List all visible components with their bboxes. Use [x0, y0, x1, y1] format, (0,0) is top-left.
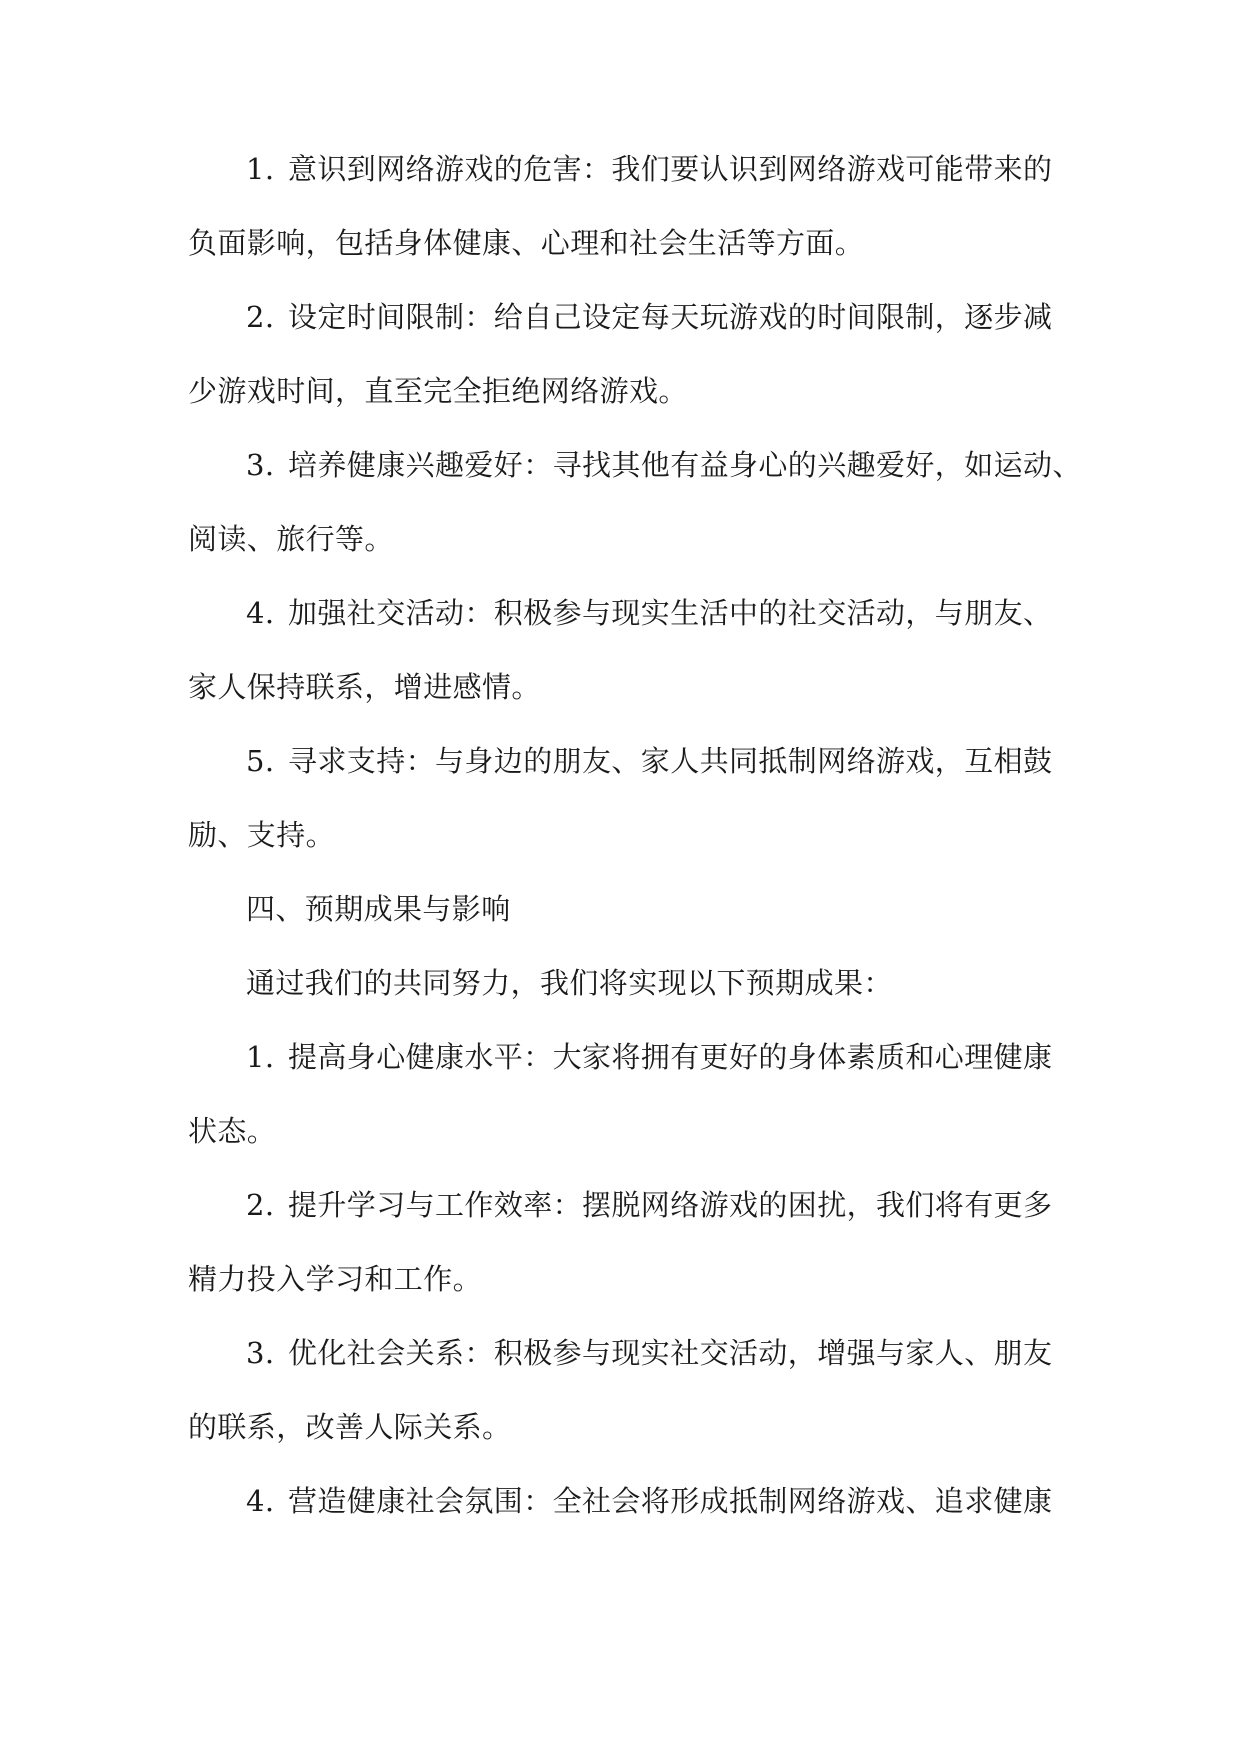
list-item-5-line-2 — [0, 810, 1241, 860]
line-text: 阅读、旅行等。 — [188, 522, 394, 556]
line-text: 提高身心健康水平：大家将拥有更好的身体素质和心理健康 — [288, 1040, 1053, 1074]
outcome-item-2-line-2 — [0, 1254, 1241, 1304]
outcome-item-2-line-1 — [0, 1180, 1241, 1230]
line-text: 的联系，改善人际关系。 — [188, 1410, 512, 1444]
item-number: 2. — [246, 300, 275, 334]
list-item-5-line-1 — [0, 736, 1241, 786]
line-text: 设定时间限制：给自己设定每天玩游戏的时间限制，逐步减 — [288, 300, 1053, 334]
line-text: 通过我们的共同努力，我们将实现以下预期成果： — [246, 966, 893, 1000]
line-text: 励、支持。 — [188, 818, 336, 852]
intro-paragraph — [0, 958, 1241, 1008]
outcome-item-1-line-1 — [0, 1032, 1241, 1082]
item-number: 1. — [246, 1040, 275, 1074]
line-text: 意识到网络游戏的危害：我们要认识到网络游戏可能带来的 — [288, 152, 1053, 186]
line-text: 家人保持联系，增进感情。 — [188, 670, 541, 704]
line-text: 优化社会关系：积极参与现实社交活动，增强与家人、朋友 — [288, 1336, 1053, 1370]
list-item-1-line-1 — [0, 144, 1241, 194]
line-text: 寻求支持：与身边的朋友、家人共同抵制网络游戏，互相鼓 — [288, 744, 1053, 778]
line-text: 状态。 — [188, 1114, 277, 1148]
item-number: 2. — [246, 1188, 275, 1222]
line-text: 精力投入学习和工作。 — [188, 1262, 483, 1296]
item-number: 4. — [246, 1484, 275, 1518]
item-number: 4. — [246, 596, 275, 630]
list-item-3-line-1 — [0, 440, 1241, 490]
outcome-item-3-line-1 — [0, 1328, 1241, 1378]
item-number: 3. — [246, 448, 275, 482]
list-item-3-line-2 — [0, 514, 1241, 564]
line-text: 加强社交活动：积极参与现实生活中的社交活动，与朋友、 — [288, 596, 1053, 630]
list-item-4-line-2 — [0, 662, 1241, 712]
outcome-item-4-line-1 — [0, 1476, 1241, 1526]
item-number: 1. — [246, 152, 275, 186]
heading-text: 四、预期成果与影响 — [246, 892, 511, 926]
section-heading — [0, 884, 1241, 934]
list-item-1-line-2 — [0, 218, 1241, 268]
line-text: 负面影响，包括身体健康、心理和社会生活等方面。 — [188, 226, 865, 260]
line-text: 培养健康兴趣爱好：寻找其他有益身心的兴趣爱好，如运动、 — [288, 448, 1082, 482]
list-item-2-line-1 — [0, 292, 1241, 342]
item-number: 3. — [246, 1336, 275, 1370]
line-text: 营造健康社会氛围：全社会将形成抵制网络游戏、追求健康 — [288, 1484, 1053, 1518]
line-text: 提升学习与工作效率：摆脱网络游戏的困扰，我们将有更多 — [288, 1188, 1053, 1222]
outcome-item-3-line-2 — [0, 1402, 1241, 1452]
outcome-item-1-line-2 — [0, 1106, 1241, 1156]
list-item-2-line-2 — [0, 366, 1241, 416]
item-number: 5. — [246, 744, 275, 778]
list-item-4-line-1 — [0, 588, 1241, 638]
line-text: 少游戏时间，直至完全拒绝网络游戏。 — [188, 374, 688, 408]
